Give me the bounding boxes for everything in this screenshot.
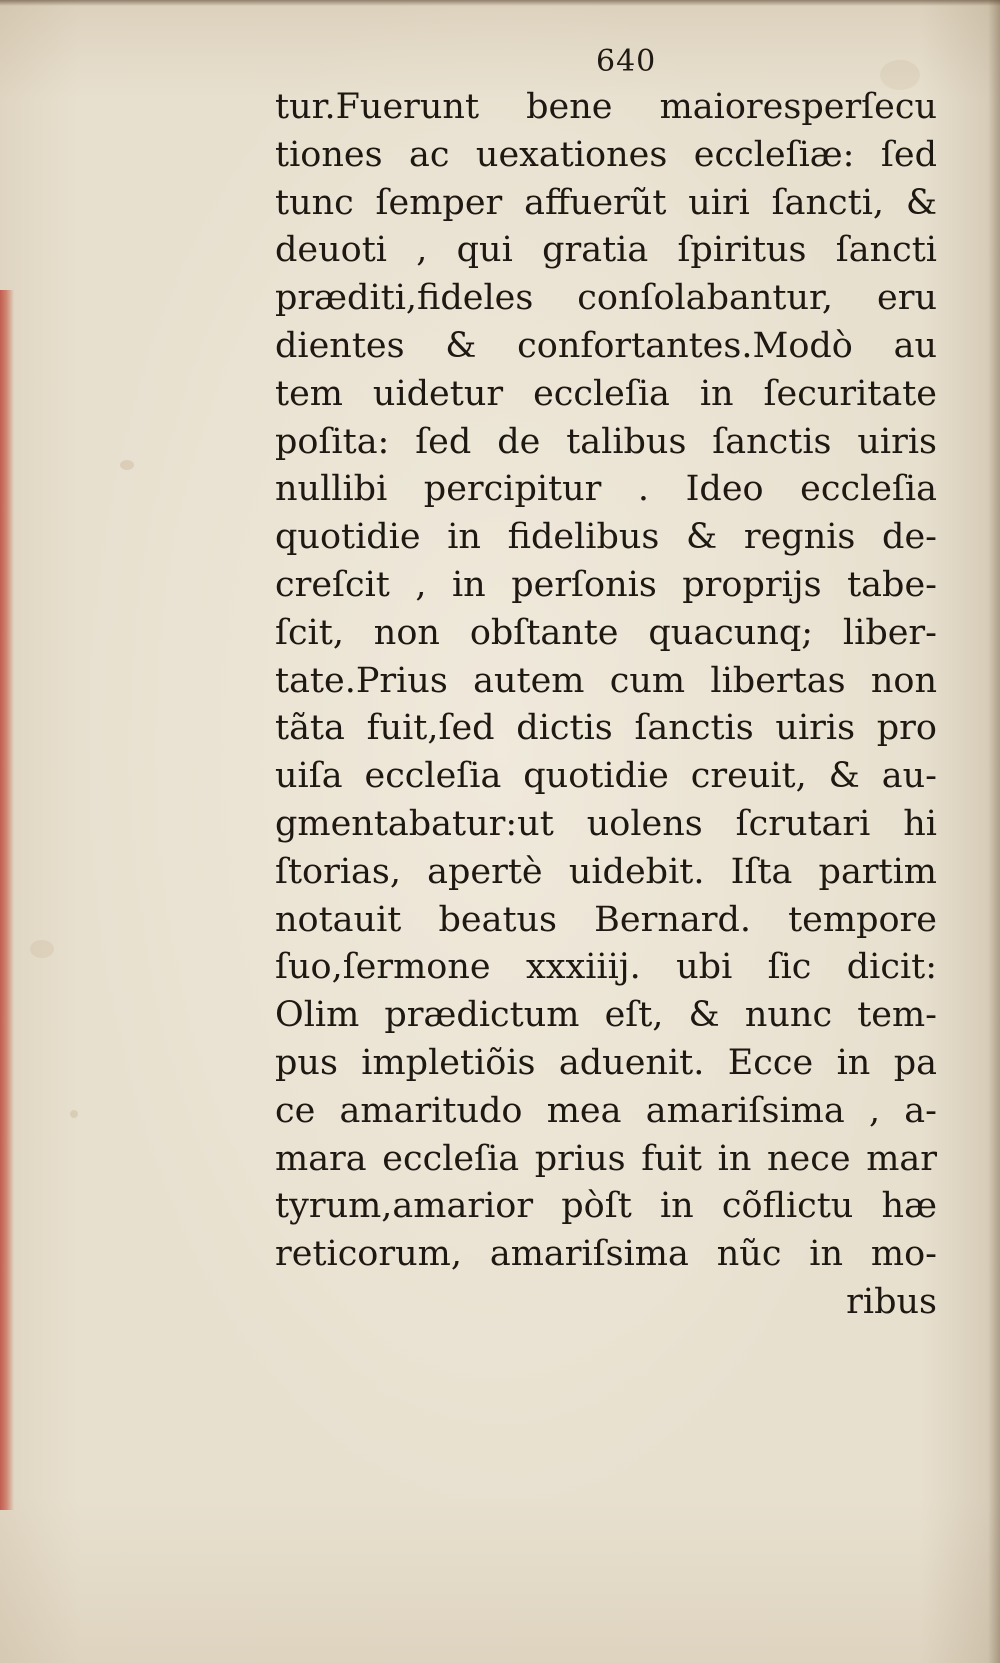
text-line: pus impletiõis aduenit. Ecce in pa (275, 1042, 937, 1083)
red-binding-edge (0, 290, 14, 1510)
text-line: tãta fuit,ſed dictis ſanctis uiris pro (275, 708, 937, 749)
text-line: poſita: ſed de talibus ſanctis uiris (275, 421, 937, 462)
text-line: quotidie in fidelibus & regnis de- (275, 517, 937, 558)
text-line: tiones ac uexationes eccleſiæ: ſed (275, 134, 937, 175)
text-line: creſcit , in perſonis proprijs tabe- (275, 564, 937, 605)
text-line: Olim prædictum eſt, & nunc tem- (275, 995, 937, 1036)
text-line: tyrum,amarior pòſt in cõflictu hæ (275, 1186, 937, 1227)
text-line: ſcit, non obſtante quacunq; liber- (275, 612, 937, 653)
text-line: præditi,fideles conſolabantur, eru (275, 278, 937, 319)
catchword: ribus (846, 1281, 937, 1322)
text-line: deuoti , qui gratia ſpiritus ſancti (275, 230, 937, 271)
text-line: tur.Fuerunt bene maioresperſecu (275, 87, 937, 127)
paper-stain (30, 940, 54, 958)
text-line: reticorum, amariſsima nũc in mo- (275, 1234, 937, 1275)
text-line: uiſa eccleſia quotidie creuit, & au- (275, 756, 937, 797)
paper-stain (120, 460, 134, 470)
text-line: tunc ſemper affuerũt uiri ſancti, & (275, 182, 937, 223)
text-line: ce amaritudo mea amariſsima , a- (275, 1090, 937, 1131)
text-line: mara eccleſia prius fuit in nece mar (275, 1138, 937, 1179)
main-text-block (275, 84, 937, 1327)
page-top-edge-shadow (0, 0, 1000, 6)
page-number: 640 (596, 44, 657, 79)
text-line: ſtorias, apertè uidebit. Iſta partim (275, 851, 937, 892)
text-line: tate.Prius autem cum libertas non (275, 660, 937, 701)
text-line: ſuo,ſermone xxxiiij. ubi ſic dicit: (275, 947, 937, 988)
text-line: notauit beatus Bernard. tempore (275, 899, 937, 940)
paper-stain (70, 1110, 78, 1118)
page-right-edge-shadow (988, 0, 1000, 1663)
text-line: tem uidetur eccleſia in ſecuritate (275, 373, 937, 414)
text-line: dientes & confortantes.Modò au (275, 325, 937, 366)
text-line: gmentabatur:ut uolens ſcrutari hi (275, 803, 937, 844)
text-line: nullibi percipitur . Ideo eccleſia (275, 469, 937, 510)
